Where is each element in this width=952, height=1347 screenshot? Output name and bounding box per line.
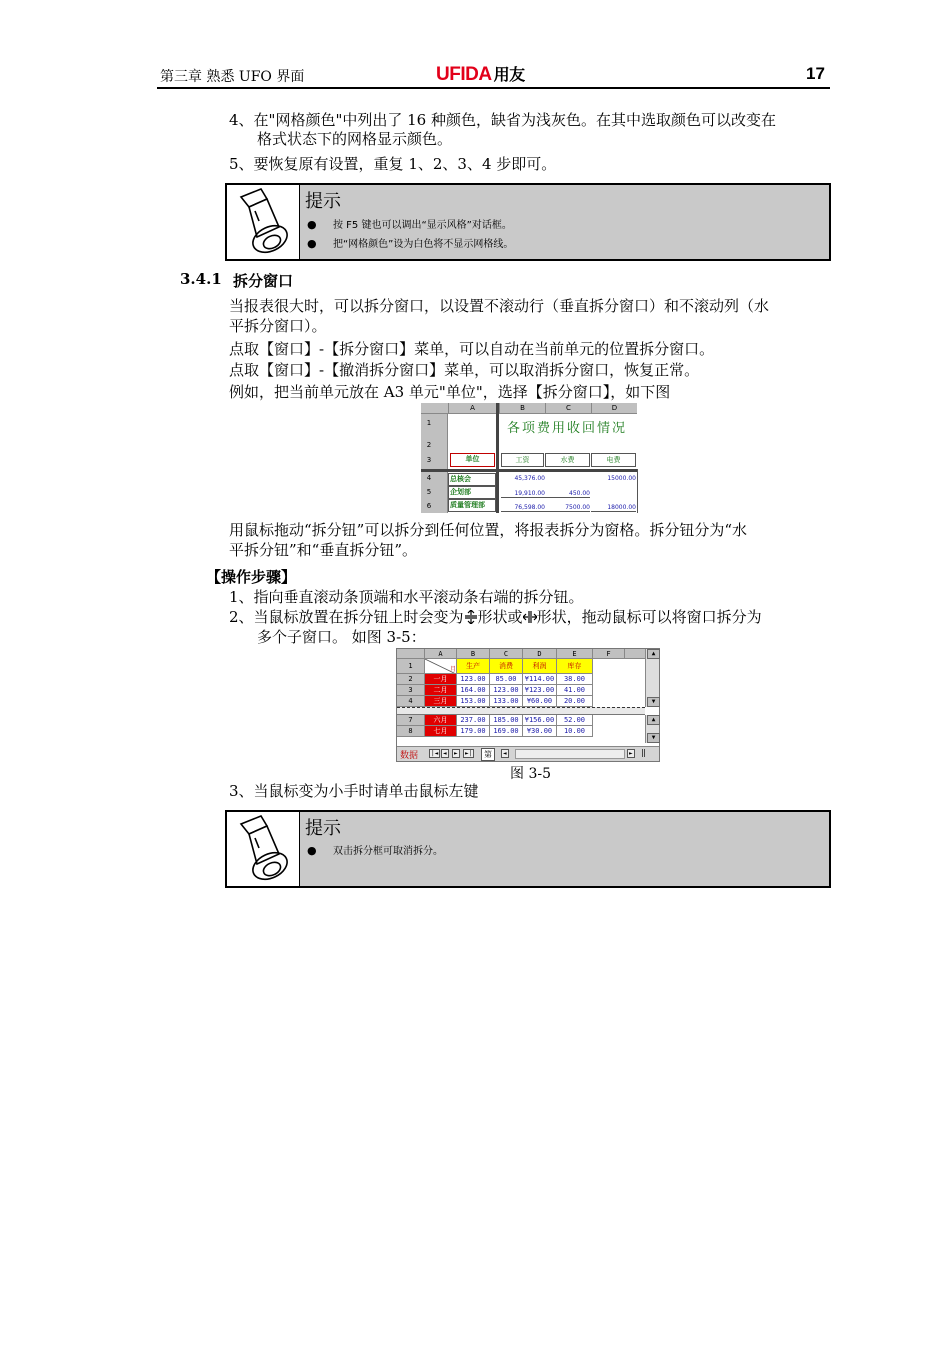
vertical-split-cursor-icon <box>523 610 537 624</box>
tip-box <box>225 810 831 888</box>
next-sheet-icon[interactable]: ► <box>454 750 458 757</box>
row-header: 8 <box>397 726 425 737</box>
sheet-tab-bar <box>397 746 659 761</box>
col-header: A <box>425 649 457 659</box>
data-cell: 185.00 <box>490 715 523 726</box>
col-header: E <box>557 649 593 659</box>
row-header: 1 <box>426 419 432 427</box>
header-cell: 水费 <box>545 453 590 467</box>
step-1: 1、指向垂直滚动条顶端和水平滚动条右端的拆分钮。 <box>229 588 584 606</box>
data-cell: 15000.00 <box>607 475 636 482</box>
month-cell: 六月 <box>425 715 457 726</box>
step-2: 2、当鼠标放置在拆分钮上时会变为 形状或 形状，拖动鼠标可以将窗口拆分为 <box>229 608 762 626</box>
split-sheet-figure <box>421 403 637 513</box>
col-header: F <box>593 649 625 659</box>
section-number: 3.4.1 <box>180 270 222 288</box>
data-cell: ¥30.00 <box>523 726 557 737</box>
header-cell: 工资 <box>501 453 544 467</box>
col-header: D <box>523 649 557 659</box>
tip-title: 提示 <box>305 191 341 212</box>
step-3: 3、当鼠标变为小手时请单击鼠标左键 <box>229 782 479 800</box>
unit-cell: 总核会 <box>448 473 496 486</box>
para-4-line1: 4、在"网格颜色"中列出了 16 种颜色，缺省为浅灰色。在其中选取颜色可以改变在 <box>229 111 776 129</box>
section-after-line: 用鼠标拖动“拆分钮”可以拆分到任何位置，将报表拆分为窗格。拆分钮分为“水 <box>229 521 748 539</box>
data-cell: 76,598.00 <box>501 504 545 512</box>
header-rule <box>157 87 830 89</box>
data-cell: 153.00 <box>457 696 490 707</box>
col-header: C <box>490 649 523 659</box>
row-header: 3 <box>426 456 432 464</box>
section-after-line: 平拆分钮”和“垂直拆分钮”。 <box>229 541 418 559</box>
data-cell: 52.00 <box>557 715 593 726</box>
data-cell: 18000.00 <box>591 504 636 512</box>
para-5: 5、要恢复原有设置，重复 1、2、3、4 步即可。 <box>229 155 557 173</box>
header-cell: 消费 <box>490 659 523 674</box>
month-cell: 一月 <box>425 674 457 685</box>
data-cell: 45,376.00 <box>514 475 545 482</box>
data-cell: 164.00 <box>457 685 490 696</box>
horizontal-split-bar <box>421 469 637 472</box>
data-cell: 10.00 <box>557 726 593 737</box>
tip-box <box>225 183 831 261</box>
section-line: 平拆分窗口）。 <box>229 317 327 335</box>
row-header: 7 <box>397 715 425 726</box>
row-header: 6 <box>426 502 432 510</box>
first-sheet-icon[interactable]: |◄ <box>431 750 439 757</box>
unit-cell: 企划部 <box>448 486 496 499</box>
row-header: 3 <box>397 685 425 696</box>
header-cell: 电费 <box>591 453 636 467</box>
steps-heading: 【操作步骤】 <box>206 568 297 586</box>
tip-item: ● 把“网格颜色”设为白色将不显示网格线。 <box>307 237 514 250</box>
split-window-figure <box>396 648 660 762</box>
header-cell: 利润 <box>523 659 557 674</box>
data-cell: 133.00 <box>490 696 523 707</box>
data-cell: ¥156.00 <box>523 715 557 726</box>
section-line: 点取【窗口】-【撤消拆分窗口】菜单，可以取消拆分窗口，恢复正常。 <box>229 361 700 379</box>
data-cell: ¥60.00 <box>523 696 557 707</box>
row-header: 4 <box>426 474 432 482</box>
data-cell: 123.00 <box>457 674 490 685</box>
col-header: A <box>448 403 496 414</box>
diagonal-header-cell: 月 <box>425 659 457 674</box>
last-sheet-icon[interactable]: ►| <box>465 750 473 757</box>
section-title: 拆分窗口 <box>233 272 294 290</box>
data-cell: 123.00 <box>490 685 523 696</box>
scroll-down-icon[interactable]: ▼ <box>647 733 660 743</box>
data-cell: 20.00 <box>557 696 593 707</box>
scroll-down-icon[interactable]: ▼ <box>647 697 660 707</box>
scroll-left-icon[interactable]: ◄ <box>503 750 507 757</box>
unit-header-cell: 单位 <box>450 453 495 467</box>
col-header: C <box>545 403 591 414</box>
page-number: 17 <box>806 64 825 83</box>
vertical-split-button-icon[interactable]: ‖ <box>641 748 646 757</box>
section-line: 当报表很大时，可以拆分窗口，以设置不滚动行（垂直拆分窗口）和不滚动列（水 <box>229 297 770 315</box>
col-header: B <box>457 649 490 659</box>
tip-item: ● 按 F5 键也可以调出“显示风格”对话框。 <box>307 218 512 231</box>
bottom-vertical-scrollbar[interactable] <box>645 715 659 743</box>
sheet-tab[interactable]: 第 <box>481 748 495 761</box>
data-cell: 38.00 <box>557 674 593 685</box>
tip-item: ● 双击拆分框可取消拆分。 <box>307 844 443 857</box>
data-cell: 179.00 <box>457 726 490 737</box>
figure-caption: 图 3-5 <box>510 766 551 782</box>
row-header: 2 <box>426 441 432 449</box>
row-header: 5 <box>426 488 432 496</box>
month-cell: 七月 <box>425 726 457 737</box>
col-header: B <box>499 403 545 414</box>
top-vertical-scrollbar[interactable] <box>645 649 659 707</box>
row-header: 1 <box>397 659 425 674</box>
horizontal-scrollbar[interactable] <box>515 749 625 759</box>
data-cell: 7500.00 <box>545 504 590 512</box>
data-cell: 19,910.00 <box>501 490 545 498</box>
horizontal-split-divider[interactable] <box>397 707 645 715</box>
scroll-up-icon[interactable]: ▲ <box>647 649 660 659</box>
month-cell: 二月 <box>425 685 457 696</box>
vertical-split-bar <box>496 403 499 513</box>
month-cell: 三月 <box>425 696 457 707</box>
row-header: 2 <box>397 674 425 685</box>
section-line: 点取【窗口】-【拆分窗口】菜单，可以自动在当前单元的位置拆分窗口。 <box>229 340 715 358</box>
step-2-line2: 多个子窗口。 如图 3-5： <box>257 628 426 646</box>
data-cell: 450.00 <box>545 490 590 498</box>
col-header: D <box>591 403 637 414</box>
brand-logo: UFIDA 用友 <box>436 64 525 85</box>
data-cell: ¥114.00 <box>523 674 557 685</box>
header-chapter: 第三章 熟悉 UFO 界面 <box>160 69 305 85</box>
pen-icon <box>227 185 300 259</box>
row-header: 4 <box>397 696 425 707</box>
unit-cell: 质量管理部 <box>448 499 496 512</box>
data-cell: 237.00 <box>457 715 490 726</box>
data-cell: 85.00 <box>490 674 523 685</box>
data-cell: 41.00 <box>557 685 593 696</box>
scroll-right-icon[interactable]: ► <box>629 750 633 757</box>
prev-sheet-icon[interactable]: ◄ <box>443 750 447 757</box>
header-cell: 库存 <box>557 659 593 674</box>
section-line: 例如，把当前单元放在 A3 单元"单位"，选择【拆分窗口】，如下图 <box>229 383 671 401</box>
sheet-title: 各项费用收回情况 <box>507 421 628 436</box>
pen-icon <box>227 812 300 886</box>
tip-title: 提示 <box>305 818 341 839</box>
para-4-line2: 格式状态下的网格显示颜色。 <box>257 130 453 148</box>
scroll-up-icon[interactable]: ▲ <box>647 715 660 725</box>
header-cell: 生产 <box>457 659 490 674</box>
data-cell: 169.00 <box>490 726 523 737</box>
data-cell: ¥123.00 <box>523 685 557 696</box>
horizontal-split-cursor-icon <box>464 610 478 624</box>
data-tab[interactable]: 数据 <box>400 751 419 761</box>
